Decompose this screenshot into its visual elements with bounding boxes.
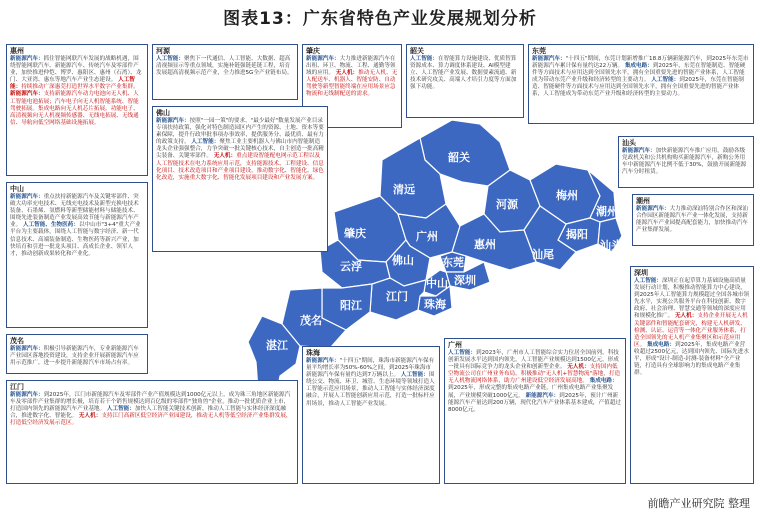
city-label-guangzhou: 广州 — [416, 230, 438, 243]
city-box-shaoguan — [406, 44, 524, 118]
segment-text: 到2025年，东莞在智能制造、智能硬件等方面技术与应用达到全国领先水平，拥有全国重要先进的智能产业体系，人工智能成为带动东莞产业升级和经济转型的主要动力。 — [532, 63, 746, 84]
segment-text: 到2025年，东莞在智能制造、智能硬件等方面技术与应用达到全国领先水平，拥有全国重要先进的智能产业体系，人工智能成为带动东莞产业升级和经济转型的主要动力。 — [532, 77, 744, 98]
city-box-title: 深圳 — [634, 269, 648, 277]
segment-label: 无人机： — [213, 153, 237, 160]
segment-text: "十四五"期间，东莞计划新增推广18.8万辆新能源汽车，到2025年东莞市新能源汽车累计保有量约达22万辆。 — [532, 56, 749, 70]
segment-label: 新能源汽车： — [532, 56, 566, 62]
segment-text: 大力推动深汕特别合作区和深汕合作园区新能源汽车产业一体化发展，支持新能源汽车产业园提高配套能力，加快推动汽车产业集群发展。 — [636, 206, 748, 234]
segment-label: 人工智能： — [106, 406, 135, 413]
city-box-foshan — [152, 106, 328, 252]
city-box-title: 广州 — [448, 341, 462, 349]
city-label-yangjiang: 阳江 — [340, 299, 362, 312]
segment-label: 集成电路： — [646, 341, 675, 348]
city-label-heyuan: 河源 — [496, 198, 518, 211]
city-box-title: 佛山 — [156, 109, 170, 117]
segment-text: 到2025年，江门市新能源汽车及零部件产业产值规模达到1000亿元以上，成为珠三角地区新能源汽车及零部件产业集群的增长极，培育若干个销售规模达到百亿级的零部件"独角兽"企业，推动一批优质企业上市，打造国内领先的新能源汽车产业基地。 — [10, 392, 291, 413]
segment-label: 无人机： — [674, 313, 698, 320]
segment-label: 新能源汽车： — [10, 346, 44, 352]
segment-label: 集成电路： — [589, 378, 618, 385]
city-label-shantou: 汕头 — [600, 239, 622, 252]
segment-text: 支持江门高新区低空经济产业园建设，推动无人机等低空经济产业集群发展，打造低空经济发展示范区。 — [10, 413, 292, 427]
segment-text: "十四五"期间，珠海市新能源汽车保有量平均增长率为50%-60%之间，到2025年珠海市新能源汽车保有量约达到7万辆以上。 — [306, 358, 435, 379]
city-label-zhaoqing: 肇庆 — [344, 227, 366, 240]
segment-label: 人工智能： — [448, 350, 476, 356]
segment-text: 持续推动广深惠莞打造世界水平数字产业集群。 — [21, 84, 139, 91]
segment-label: 新能源汽车： — [10, 91, 44, 98]
city-box-title: 东莞 — [532, 47, 546, 55]
page-title: 图表13：广东省特色产业发展规划分析 — [223, 9, 537, 29]
city-box-guangzhou — [444, 338, 626, 484]
segment-label: 人工智能： — [156, 56, 184, 62]
city-box-title: 肇庆 — [306, 47, 320, 55]
city-box-maoming — [6, 334, 148, 374]
segment-label: 人工智能： — [191, 139, 220, 146]
segment-text: 按照"一园一策"的要求，"最少最好"数量发展产业目录专项扶持政策，强化对特色制造园区内产生的资源、土地、资本等要素保障，提升行政审批事项办事效率，提供服务分、最优质、最有力的政策支持。 — [156, 118, 324, 146]
segment-text: 到2023年，广州市人工智能综合实力位居全国前列，科技创新发展水平达到国内领先，人工智能产业规模达到1500亿元，形成一批具有国际竞争力的龙头企业和创新型企业。 — [448, 350, 619, 371]
city-box-title: 中山 — [10, 185, 24, 193]
city-label-chaozhou: 潮州 — [596, 205, 618, 218]
segment-label: 新能源汽车： — [10, 392, 44, 398]
segment-label: 人工智能： — [634, 278, 662, 284]
segment-text: 到2025年，形成完整的集成电路产业链，广州集成电路产业集聚发展，产业规模突破1000亿元。 — [448, 385, 614, 399]
city-label-huizhou: 惠州 — [474, 238, 496, 251]
segment-text: 重点扶持新能源汽车及关键零部件、突破大功率充电技术、无线充电技术及新型充换电技术装备、石墨烯、氢燃料等新型储能材料与储能技术、围绕先进装备制造产业发展高效节能与新能源汽车产业。 — [10, 194, 139, 229]
segment-text: 大力推进新能源汽车在出租、环卫、物流、工程、通勤等领域的应用。 — [306, 56, 396, 77]
segment-label: 人工智能： — [10, 77, 135, 91]
segment-text: 到2025年，预计广州新能源汽车产量达到200万辆，现代化汽车产业体系基本建成，产值超过8000亿元。 — [448, 392, 621, 413]
city-box-title: 茂名 — [10, 337, 24, 345]
segment-text: 积极引导新能源汽车，专业新能源汽车产业园区落地投资建设，支持企业开展新能源汽车应用示范推广，进一步提升新能源汽车市场占有率。 — [10, 346, 139, 367]
city-label-shanwei: 汕尾 — [532, 248, 554, 261]
city-box-zhongshan — [6, 182, 148, 328]
segment-text: 到2025年，集成电路产业营收超过2500亿元，达到国内领先、国际先进水平，形成"设计-制造-封测-装备材料"全产业链，打造具有全球影响力的集成电路产业集群。 — [634, 341, 749, 377]
segment-label: 人工智能： — [651, 77, 680, 84]
city-box-title: 河源 — [156, 47, 170, 55]
segment-text: 围绕公交、物流、环卫、城管、生态环境等领域打造人工智能示范应用场景，推动人工智能与实体经济深度融合，开展人工智能创新应用示范，打造一批标杆应用场景，推动人工智能产业发展。 — [306, 372, 435, 407]
source-credit: 前瞻产业研究院 整理 — [647, 497, 750, 510]
segment-label: 新能源汽车： — [156, 118, 190, 124]
city-label-zhongshan: 中山 — [426, 277, 448, 290]
segment-text: 聚焦工业主要机器人与佛山市内智能制造龙头企业强强整合，力争突破一批关键核心技术，自主创造一批高精尖装备、关键零部件。 — [156, 139, 324, 160]
segment-text: 在智能算力设施建设、优质智算资源成本、算力调度体系建设、AI模型建立、人工智能产业发展、数据要素流通、新技术研究攻关、高端人才培引力度等方面加强下功能。 — [410, 56, 517, 91]
city-label-yunfu: 云浮 — [340, 260, 362, 273]
city-label-meizhou: 梅州 — [556, 189, 578, 202]
segment-label: 无人机： — [335, 70, 359, 77]
city-label-shaoguan: 韶关 — [448, 151, 470, 164]
segment-label: 新能源汽车： — [10, 194, 44, 200]
segment-label: 无人机： — [78, 413, 102, 420]
segment-text: 抓住智能网联汽车发展的战略机遇，围绕智能网联汽车、新能源汽车、传统汽车及零部件产业，加快推进仲恺、博罗、惠阳区、惠州（石湾）、龙门、大亚湾、惠东等地汽车产业生态建设。 — [10, 56, 142, 84]
segment-label: 新能源汽车： — [306, 56, 340, 62]
city-label-foshan: 佛山 — [392, 254, 414, 267]
city-box-huizhou — [6, 44, 148, 176]
city-box-shantou — [618, 136, 754, 188]
city-label-jieyang: 揭阳 — [566, 228, 588, 241]
city-box-title: 潮州 — [636, 197, 650, 205]
city-box-zhuhai — [302, 346, 440, 484]
segment-text: 支持国内低空物流公司在广州业务布局，积极推动"无人机+智慧物流"落地，打造无人机物流网络体系，助力广州建设低空经济发展高地。 — [448, 364, 621, 385]
segment-label: 无人机： — [567, 364, 590, 371]
segment-label: 新能源汽车： — [636, 206, 670, 212]
city-label-zhanjiang: 湛江 — [266, 339, 288, 352]
segment-text: 推动无人机、无人配送车、机器人、智能安防、自动驾驶等新型智能终端在应用场景应急物流和无线制配送的需求。 — [306, 70, 398, 98]
city-box-title: 江门 — [10, 383, 24, 391]
segment-text: 聚焦下一代通信、人工智能、大数据、超高清视频显示等重点领域，实施补链强链延链工程，培育发展超高清视频示范产业，全力推进5G全产业链布局。 — [156, 56, 293, 77]
segment-text: 加快新能源汽车推广应用，鼓励各级党政机关和公共机构购买新能源汽车，新购公务用车中新能源汽车比例不低于30%，鼓励开展新能源汽车分时租赁。 — [622, 148, 747, 176]
city-box-dongguan — [528, 44, 754, 124]
segment-label: 新能源汽车： — [10, 56, 44, 62]
city-box-title: 珠海 — [306, 349, 320, 357]
segment-label: 新能源汽车： — [306, 358, 340, 364]
segment-text: 支持新能源汽车动力电池向无人机、人工智能电池拓展；汽车电子向无人机智能系统、智能驾驶拓展。集成电路向无人机芯片拓展，功能电子、高清视频向无人机视频传感器、无线电拓展、无线通信、导航向低空网络基础设施拓展。 — [10, 91, 139, 126]
segment-label: 集成电路： — [624, 63, 653, 70]
city-box-heyuan — [152, 44, 298, 100]
segment-label: 人工智能： — [400, 372, 429, 379]
city-label-maoming: 茂名 — [300, 314, 322, 327]
city-box-title: 汕头 — [622, 139, 636, 147]
city-box-title: 韶关 — [410, 47, 424, 55]
city-box-title: 惠州 — [10, 47, 24, 55]
city-label-dongguan: 东莞 — [442, 256, 464, 269]
city-label-shenzhen: 深圳 — [454, 274, 476, 287]
city-label-qingyuan: 清远 — [393, 183, 415, 196]
segment-label: 人工智能、生物医药： — [22, 222, 79, 229]
city-box-chaozhou — [632, 194, 754, 246]
city-label-jiangmen: 江门 — [386, 290, 408, 303]
segment-text: 以中山市"3+4"重大产业平台为主要载体，围绕人工智能与数字经济、新一代信息技术、高端装备制造、生物医药等新兴产业，加快培育和引进一批龙头项目、高成长企业、领军人才，推动创新成果转化和产业化。 — [10, 222, 141, 257]
segment-text: 支持企业开展无人机关键部件和智能配套研究，构建无人机研发、检测、认证、运营等一体化产业服务体系，打造全国领先的无人机产业集聚区和示范应用区。 — [634, 313, 748, 348]
segment-text: 重点建设智能配电网示范工程以及人工智能技术在电力系统应用示范，支持能源技术、工程建设、信息化项目、技术改造项目和产业项目建设，推动数字化、智能化、绿色化改造，实施重大数字化、智能化发展项目建设和产业发展方案。 — [156, 153, 324, 181]
city-box-jiangmen — [6, 380, 298, 484]
segment-text: 加快人工智能关键技术创新，推动人工智能与实体经济深度融合，推进数字化、智能化。 — [10, 406, 286, 420]
city-box-shenzhen — [630, 266, 754, 484]
segment-label: 新能源汽车： — [525, 392, 560, 399]
segment-text: 深圳正在起草算力基础设施高质量发展行动计划，积极推动智能算力中心建设，到2025年人工智能算力规模超过全国各城市领先水平，实现公共服务平台在科技创新、数字政府、社会治理、智慧交通等领域的深度应用和规模化推广。 — [634, 278, 749, 320]
segment-label: 新能源汽车： — [622, 148, 656, 154]
segment-label: 人工智能： — [410, 56, 438, 62]
city-label-zhuhai: 珠海 — [424, 298, 446, 311]
